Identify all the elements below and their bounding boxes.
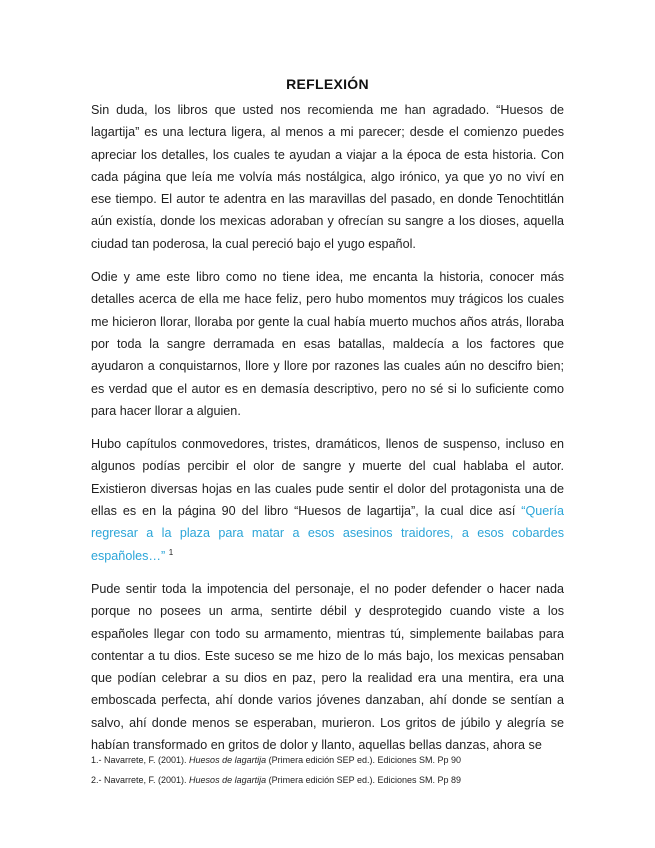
paragraph-3-text: Hubo capítulos conmovedores, tristes, dramáticos, llenos de suspenso, incluso en algunos podías percibir el olor de sangre y muerte del cual hablaba el autor. Existieron diversas hojas en las cuales pude sentir el dolor del protagonista una de ellas es en la página 90 del libro “Huesos de lagartija”, la cual dice así bbox=[91, 437, 564, 519]
footnote-1-book: Huesos de lagartija bbox=[189, 755, 267, 765]
footnotes bbox=[91, 752, 571, 792]
footnote-2 bbox=[91, 772, 571, 792]
document-body bbox=[91, 99, 564, 767]
footnote-reference: 1 bbox=[168, 547, 174, 557]
footnote-2-author: 2.- Navarrete, F. (2001). bbox=[91, 775, 190, 785]
paragraph-1: Sin duda, los libros que usted nos recomienda me han agradado. “Huesos de lagartija” es una lectura ligera, al menos a mi parecer; desde el comienzo puedes apreciar los detalles, los cuales te ayudan a viajar a la época de esta historia. Con cada página que leía me volvía más nostálgica, algo irónico, ya que yo no viví en ese tiempo. El autor te adentra en las maravillas del pasado, en donde Tenochtitlán aún existía, donde los mexicas adoraban y ofrecían su sangre a los dioses, aquella ciudad tan poderosa, la cual pereció bajo el yugo español. bbox=[91, 103, 564, 251]
book-quote: “Quería regresar a la plaza para matar a esos asesinos traidores, a esos cobardes españoles…” bbox=[91, 504, 564, 563]
paragraph-3 bbox=[91, 433, 564, 567]
footnote-1-author: 1.- Navarrete, F. (2001). bbox=[91, 755, 190, 765]
footnote-2-details: (Primera edición SEP ed.). Ediciones SM. Pp 89 bbox=[266, 775, 462, 785]
footnote-1 bbox=[91, 752, 571, 772]
footnote-2-book: Huesos de lagartija bbox=[189, 775, 267, 785]
paragraph-2: Odie y ame este libro como no tiene idea, me encanta la historia, conocer más detalles acerca de ella me hace feliz, pero hubo momentos muy trágicos los cuales me hicieron llorar, lloraba por gente la cual había muerto muchos años atrás, lloraba por toda la sangre derramada en esas batallas, maldecía a los factores que ayudaron a conquistarnos, llore y llore por razones las cuales aún no descifro bien; es verdad que el autor es en demasía descriptivo, pero no sé si lo suficiente como para hacer llorar a alguien. bbox=[91, 270, 564, 418]
paragraph-4: Pude sentir toda la impotencia del personaje, el no poder defender o hacer nada porque no posees un arma, sentirte débil y desprotegido cuando viste a los españoles llegar con todo su armamento, mientras tú, simplemente bailabas para contentar a tu dios. Este suceso se me hizo de lo más bajo, los mexicas pensaban que podían celebrar a su dios en paz, pero la realidad era una mentira, era una emboscada perfecta, ahí donde varios jóvenes danzaban, ahí donde se sentían a salvo, ahí donde menos se esperaban, murieron. Los gritos de júbilo y alegría se habían transformado en gritos de dolor y llanto, aquellas bellas danzas, ahora se bbox=[91, 581, 564, 753]
footnote-1-details: (Primera edición SEP ed.). Ediciones SM. Pp 90 bbox=[266, 755, 462, 765]
page-title: REFLEXIÓN bbox=[286, 76, 369, 92]
